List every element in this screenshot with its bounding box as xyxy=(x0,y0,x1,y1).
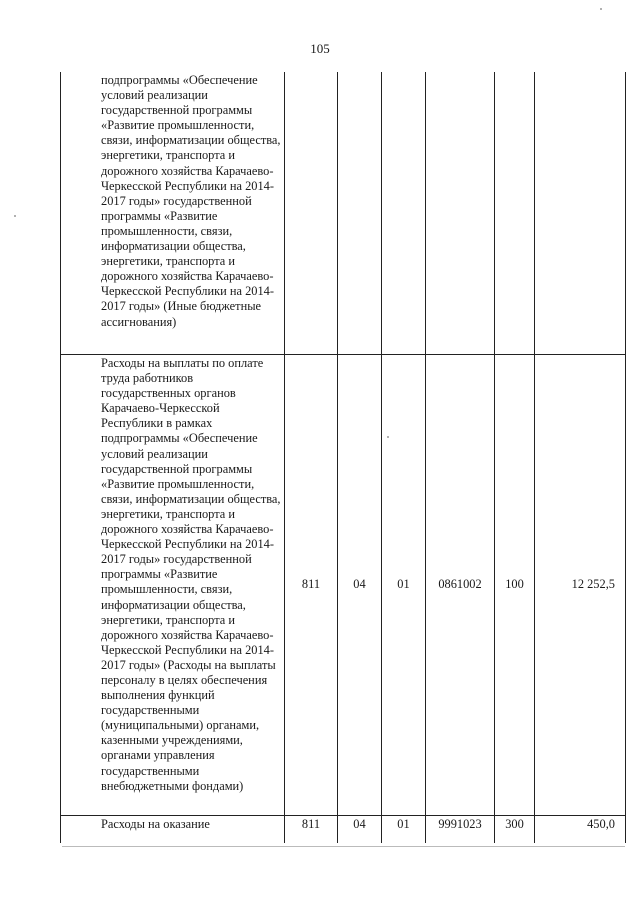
amount: 12 252,5 xyxy=(535,355,626,816)
expense-type-code: 100 xyxy=(495,355,535,816)
budget-table xyxy=(60,72,626,843)
expense-type-code xyxy=(495,72,535,355)
target-article-code: 9991023 xyxy=(426,816,495,844)
scan-speck xyxy=(600,8,602,10)
page-number: 105 xyxy=(310,41,330,56)
ministry-code xyxy=(285,72,338,355)
section-code: 04 xyxy=(338,816,382,844)
amount: 450,0 xyxy=(535,816,626,844)
expense-type-code: 300 xyxy=(495,816,535,844)
subsection-code xyxy=(382,72,426,355)
target-article-code: 0861002 xyxy=(426,355,495,816)
scan-speck xyxy=(387,436,389,438)
row-description: подпрограммы «Обеспечение условий реализации государственной программы «Развитие промышленности, связи, информатизации общества, энергетики, транспорта и дорожного хозяйства Карачаево-Черкесской Республики на 2014-2017 годы» государственной программы «Развитие промышленности, связи, информатизации общества, энергетики, транспорта и дорожного хозяйства Карачаево-Черкесской Республики на 2014-2017 годы» (Иные бюджетные ассигнования) xyxy=(61,72,285,355)
ministry-code: 811 xyxy=(285,816,338,844)
section-code xyxy=(338,72,382,355)
subsection-code: 01 xyxy=(382,816,426,844)
row-description: Расходы на выплаты по оплате труда работников государственных органов Карачаево-Черкесской Республики в рамках подпрограммы «Обеспечение условий реализации государственной программы «Развитие промышленности, связи, информатизации общества, энергетики, транспорта и дорожного хозяйства Карачаево-Черкесской Республики на 2014-2017 годы» государственной программы «Развитие промышленности, связи, информатизации общества, энергетики, транспорта и дорожного хозяйства Карачаево-Черкесской Республики на 2014-2017 годы» (Расходы на выплаты персоналу в целях обеспечения выполнения функций государственными (муниципальными) органами, казенными учреждениями, органами управления государственными внебюджетными фондами) xyxy=(61,355,285,816)
amount xyxy=(535,72,626,355)
target-article-code xyxy=(426,72,495,355)
scan-edge-line xyxy=(62,846,625,847)
scan-speck xyxy=(14,215,16,217)
subsection-code: 01 xyxy=(382,355,426,816)
table-row xyxy=(61,816,626,844)
section-code: 04 xyxy=(338,355,382,816)
table-row xyxy=(61,355,626,816)
table-row xyxy=(61,72,626,355)
row-description: Расходы на оказание xyxy=(61,816,285,844)
ministry-code: 811 xyxy=(285,355,338,816)
